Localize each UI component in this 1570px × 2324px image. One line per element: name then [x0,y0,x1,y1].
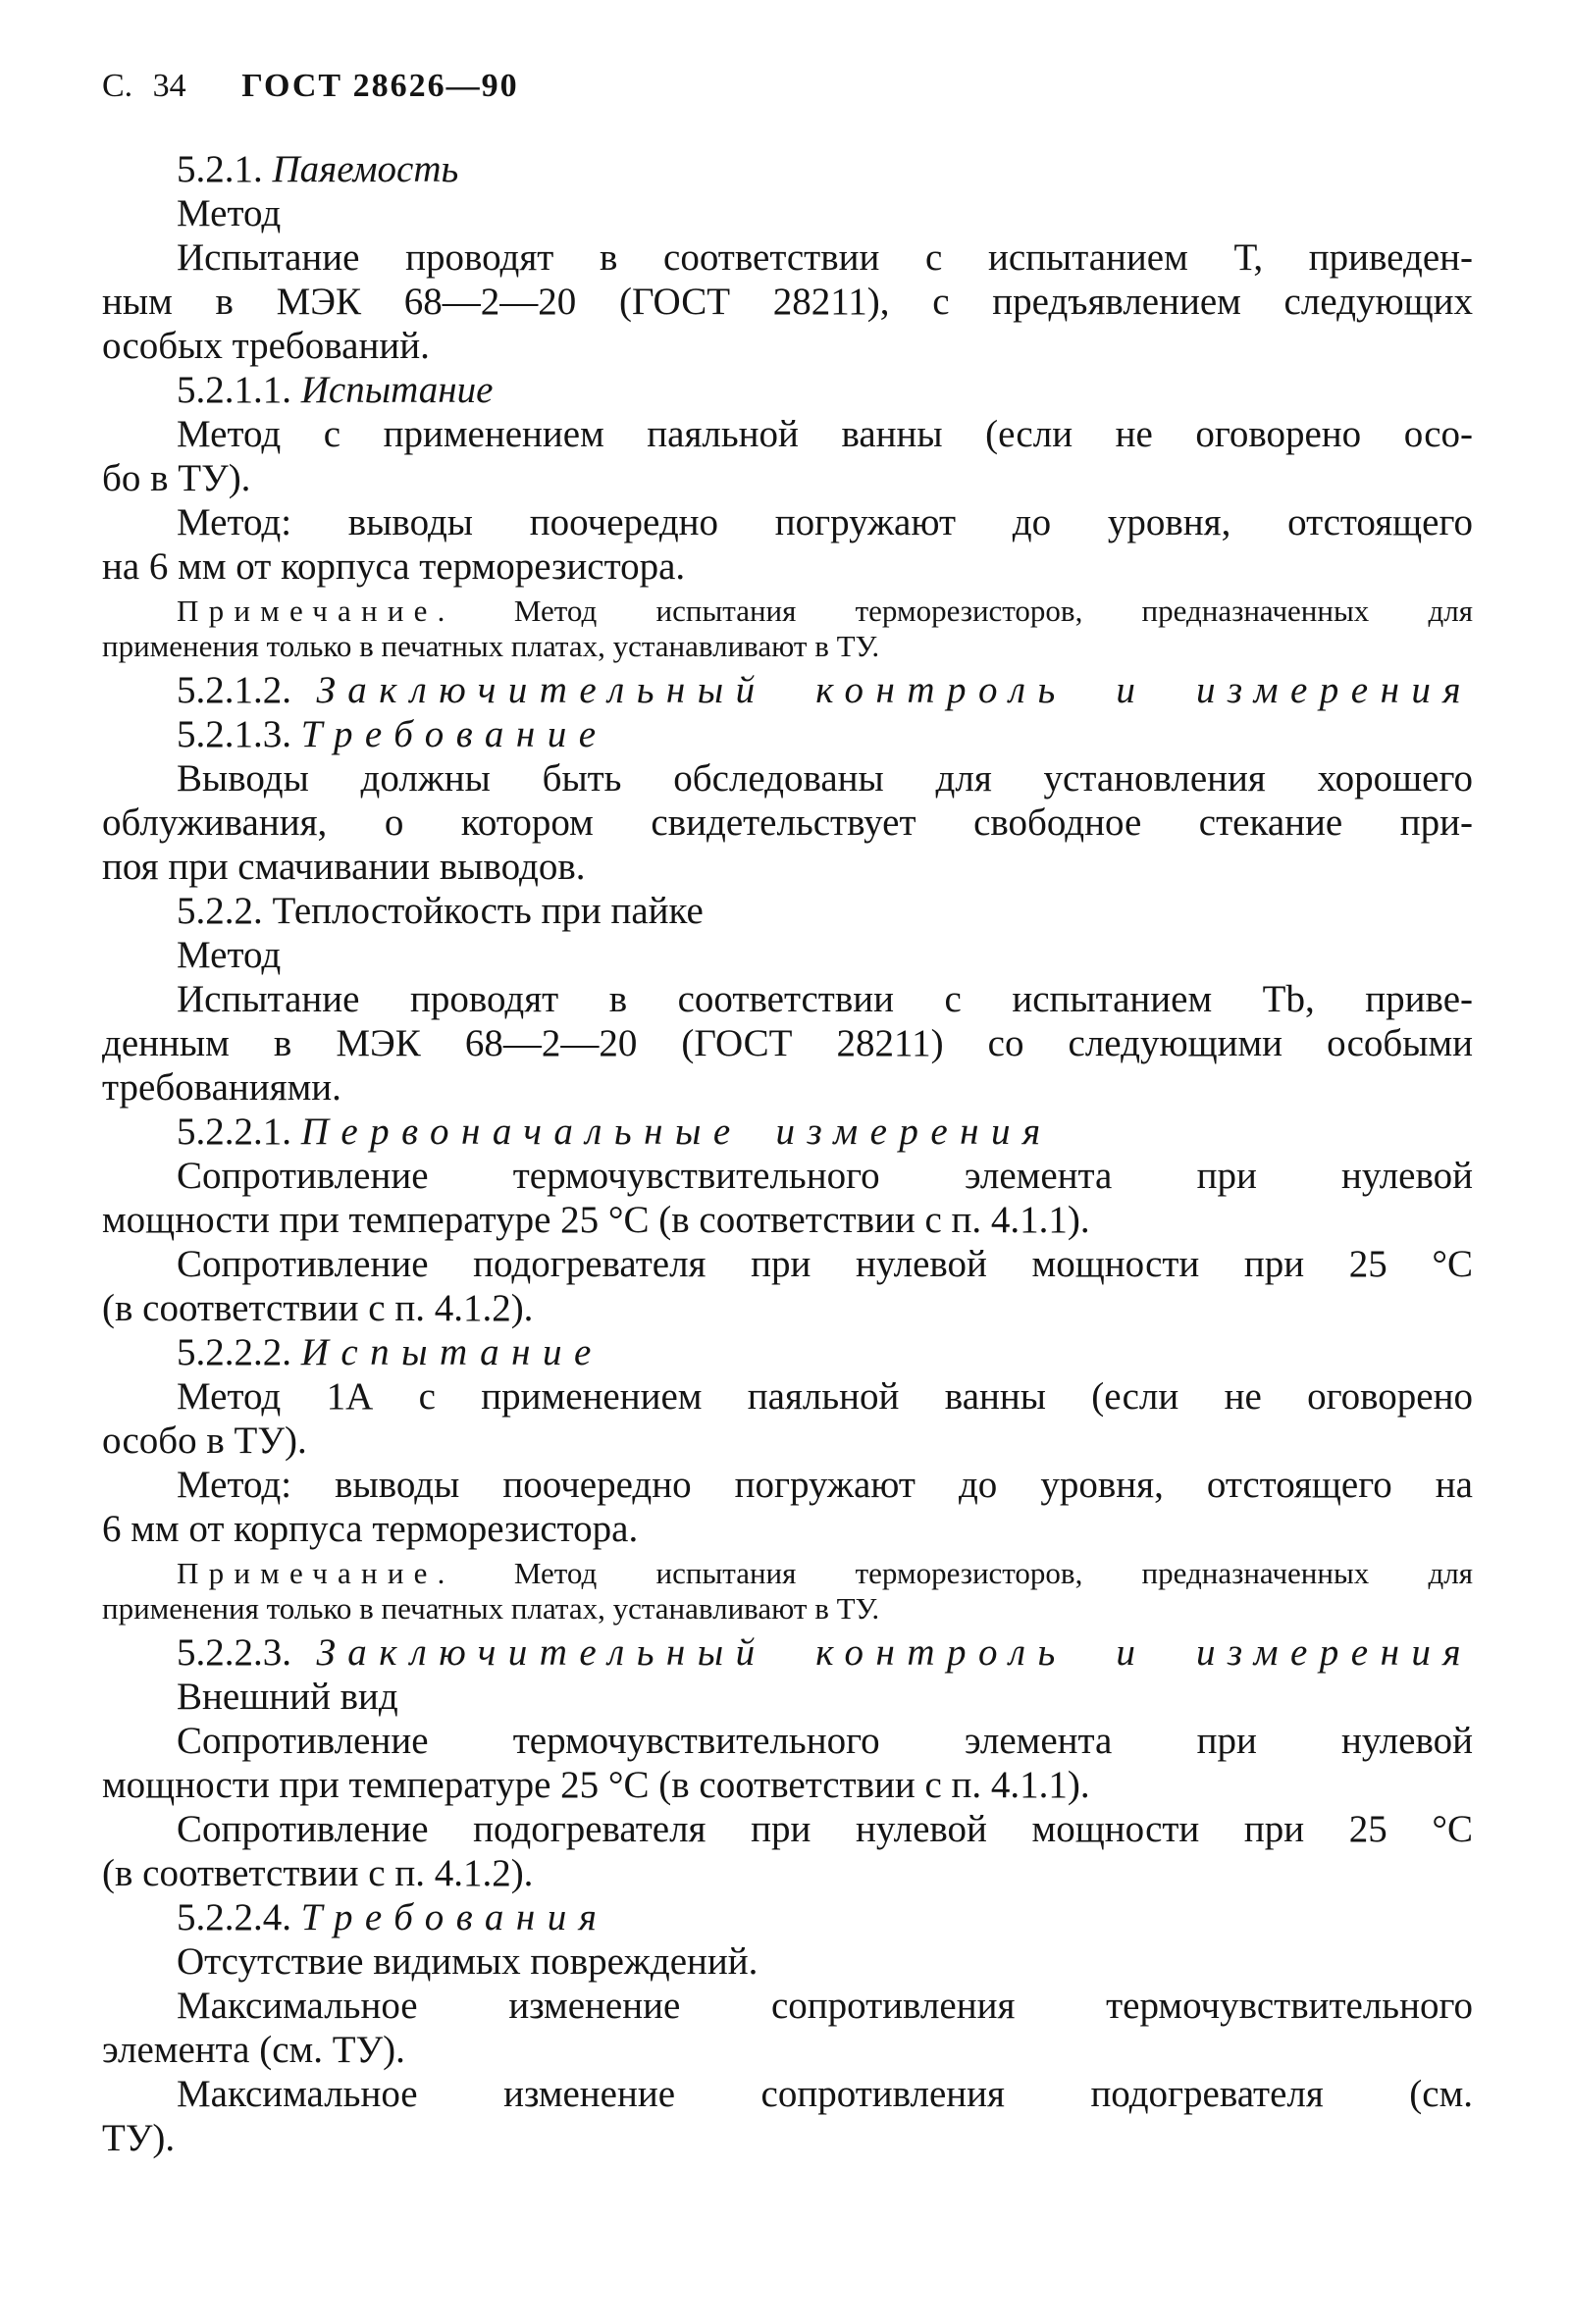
heading-5-2-2-4 [102,1895,1473,1939]
paragraph-line: поя при смачивании выводов. [102,846,586,888]
note-line: применения только в печатных платах, устанавливают в ТУ. [102,1591,880,1626]
note-block [102,594,1473,664]
document-body [102,147,1473,2160]
intro-line: требованиями. [102,1066,341,1109]
method-label: Метод [177,934,282,976]
paragraph-line: Метод: выводы поочередно погружают до уровня, отстоящего [177,501,1473,543]
paragraph-line: бо в ТУ). [102,457,251,499]
section-title: Первоначальные измерения [300,1110,1053,1153]
paragraph-line: Максимальное изменение сопротивления подогревателя (см. [177,2073,1473,2115]
intro-line: ным в МЭК 68—2—20 (ГОСТ 28211), с предъявлением следующих [102,281,1473,323]
paragraph-line: облуживания, о котором свидетельствует свободное стекание при- [102,801,1473,844]
section-title: Испытание [300,1331,603,1373]
heading-5-2-2 [102,889,1473,933]
heading-5-2-2-1 [102,1110,1473,1154]
paragraph-line: Сопротивление подогревателя при нулевой мощности при 25 °С [177,1808,1473,1850]
paragraph-line: элемента (см. ТУ). [102,2029,405,2071]
method-label: Метод [177,192,282,234]
heading-5-2-1 [102,147,1473,191]
heading-5-2-2-3 [102,1630,1473,1675]
paragraph-line: ТУ). [102,2117,176,2159]
section-number: 5.2.2.2. [177,1331,291,1373]
note-block [102,1556,1473,1627]
paragraph-line: Сопротивление термочувствительного элемента при нулевой [177,1155,1473,1197]
paragraph-line: (в соответствии с п. 4.1.2). [102,1287,534,1329]
paragraph-line: Отсутствие видимых повреждений. [177,1940,759,1983]
intro-line: Испытание проводят в соответствии с испытанием Tb, приве- [177,978,1473,1020]
section-title: Заключительный контроль и измерения [316,669,1473,711]
section-title: Требование [300,713,608,755]
page-header [102,65,519,108]
section-number: 5.2.1.2. [177,669,291,711]
section-title: Испытание [300,369,494,411]
note-text: Метод испытания терморезисторов, предназначенных для [513,594,1474,628]
note-label: Примечание. [177,1556,455,1590]
page-number: С. 34 [102,68,186,104]
section-number: 5.2.2. [177,890,263,932]
intro-line: особых требований. [102,325,430,367]
note-line: применения только в печатных платах, устанавливают в ТУ. [102,629,880,663]
paragraph-line: Метод с применением паяльной ванны (если не оговорено осо- [177,413,1473,455]
paragraph-line: особо в ТУ). [102,1420,307,1462]
heading-5-2-1-1 [102,368,1473,412]
paragraph-line: Метод: выводы поочередно погружают до уровня, отстоящего на [177,1464,1473,1506]
section-title: Паяемость [272,148,459,190]
appearance-label: Внешний вид [177,1676,398,1718]
section-title: Заключительный контроль и измерения [316,1631,1473,1674]
note-text: Метод испытания терморезисторов, предназначенных для [513,1556,1474,1590]
section-number: 5.2.1.1. [177,369,291,411]
paragraph-line: 6 мм от корпуса терморезистора. [102,1508,639,1550]
paragraph-line: Метод 1А с применением паяльной ванны (если не оговорено [177,1375,1473,1418]
paragraph-line: мощности при температуре 25 °С (в соответствии с п. 4.1.1). [102,1764,1090,1806]
paragraph-line: на 6 мм от корпуса терморезистора. [102,545,686,588]
paragraph-line: Сопротивление термочувствительного элемента при нулевой [177,1720,1473,1762]
paragraph-line: (в соответствии с п. 4.1.2). [102,1852,534,1894]
intro-line: денным в МЭК 68—2—20 (ГОСТ 28211) со следующими особыми [102,1022,1473,1064]
note-line [102,1556,1473,1591]
section-title: Требования [300,1896,609,1938]
section-number: 5.2.2.3. [177,1631,291,1674]
heading-5-2-1-2 [102,668,1473,712]
paragraph-line: Выводы должны быть обследованы для установления хорошего [177,757,1473,800]
heading-5-2-2-2 [102,1330,1473,1374]
paragraph-line: мощности при температуре 25 °С (в соответствии с п. 4.1.1). [102,1199,1090,1241]
note-label: Примечание. [177,594,455,628]
section-title: Теплостойкость при пайке [272,890,704,932]
section-number: 5.2.1. [177,148,263,190]
heading-5-2-1-3 [102,712,1473,756]
section-number: 5.2.2.1. [177,1110,291,1153]
intro-line: Испытание проводят в соответствии с испытанием Т, приведен- [177,236,1473,279]
paragraph-line: Сопротивление подогревателя при нулевой мощности при 25 °С [177,1243,1473,1285]
standard-designation: ГОСТ 28626—90 [241,68,519,104]
note-line [102,594,1473,629]
paragraph-line: Максимальное изменение сопротивления термочувствительного [177,1985,1473,2027]
section-number: 5.2.1.3. [177,713,291,755]
section-number: 5.2.2.4. [177,1896,291,1938]
